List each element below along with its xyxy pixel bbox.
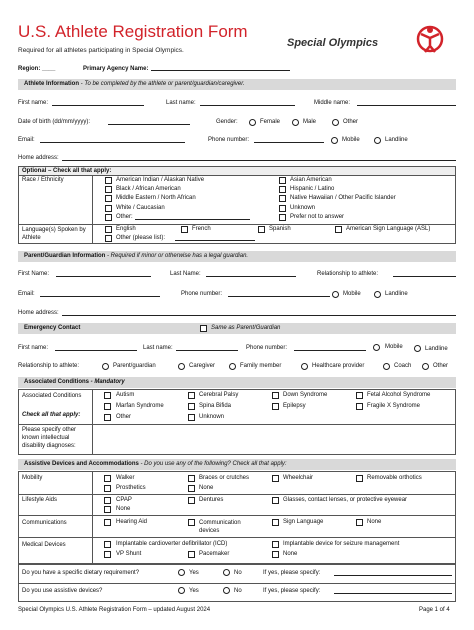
rel-radio[interactable] (229, 363, 236, 370)
device-checkbox[interactable] (104, 485, 111, 492)
emergency-first-label: First name: (18, 345, 49, 351)
emergency-phone-label: Phone number: (246, 345, 288, 351)
device-checkbox[interactable] (188, 497, 195, 504)
device-checkbox[interactable] (356, 519, 363, 526)
device-option: Sign Language (283, 519, 324, 525)
guardian-last-field[interactable] (206, 276, 296, 277)
device-checkbox[interactable] (188, 485, 195, 492)
device-option: Prosthetics (116, 485, 146, 491)
device-option: None (283, 551, 298, 557)
rel-radio[interactable] (301, 363, 308, 370)
device-option: Pacemaker (199, 551, 230, 557)
athlete-mobile-label: Mobile (342, 137, 360, 143)
condition-option: Marfan Syndrome (116, 403, 164, 409)
race-checkbox[interactable] (279, 177, 286, 184)
guardian-home-field[interactable] (62, 315, 456, 316)
race-option: Native Hawaiian / Other Pacific Islander (290, 195, 396, 201)
race-checkbox[interactable] (279, 214, 286, 221)
athlete-last-field[interactable] (200, 105, 295, 106)
device-option: Wheelchair (283, 475, 314, 481)
device-option: Braces or crutches (199, 475, 250, 481)
guardian-last-label: Last Name: (170, 271, 201, 277)
device-option: None (116, 506, 131, 512)
rel-option: Caregiver (189, 363, 216, 369)
condition-option: Autism (116, 392, 135, 398)
assist-no-label: No (234, 588, 242, 594)
optional-head-text: Optional – Check all that apply: (22, 168, 112, 174)
lang-option: Spanish (269, 226, 291, 232)
dob-field[interactable] (108, 124, 190, 125)
region-label: Region: ____ (18, 66, 56, 72)
devices-divider (92, 471, 93, 564)
athlete-home-label: Home address: (18, 155, 59, 161)
race-checkbox[interactable] (279, 186, 286, 193)
rel-radio[interactable] (383, 363, 390, 370)
conditions-specify-field[interactable] (93, 425, 455, 454)
guardian-rel-field[interactable] (393, 276, 456, 277)
condition-checkbox[interactable] (104, 392, 111, 399)
conditions-check-label: Check all that apply: (22, 412, 81, 418)
condition-checkbox[interactable] (188, 403, 195, 410)
race-checkbox[interactable] (105, 205, 112, 212)
guardian-landline-radio[interactable] (374, 291, 381, 298)
lang-checkbox[interactable] (258, 226, 265, 233)
agency-field[interactable] (151, 70, 290, 71)
devices-row-divider (18, 494, 456, 495)
diet-question: Do you have a specific dietary requirement? (22, 570, 140, 576)
communications-label: Communications (22, 520, 67, 526)
assist-yes-label: Yes (189, 588, 199, 594)
guardian-mobile-label: Mobile (343, 291, 361, 297)
lang-checkbox[interactable] (105, 235, 112, 242)
form-subtitle: Required for all athletes participating in Special Olympics. (18, 47, 184, 54)
gender-female-radio[interactable] (249, 119, 256, 126)
device-checkbox[interactable] (272, 497, 279, 504)
condition-checkbox[interactable] (272, 403, 279, 410)
condition-option: Cerebral Palsy (199, 392, 239, 398)
emergency-landline-label: Landline (425, 346, 448, 352)
device-checkbox[interactable] (104, 475, 111, 482)
race-checkbox[interactable] (279, 195, 286, 202)
rel-option: Parent/guardian (113, 363, 156, 369)
lang-option: English (116, 226, 136, 232)
conditions-section-header: Associated Conditions - Mandatory (18, 377, 456, 388)
device-checkbox[interactable] (104, 541, 111, 548)
device-checkbox[interactable] (272, 519, 279, 526)
condition-option: Fragile X Syndrome (367, 403, 421, 409)
guardian-first-label: First Name: (18, 271, 50, 277)
rel-option: Coach (394, 363, 412, 369)
condition-checkbox[interactable] (188, 414, 195, 421)
athlete-landline-label: Landline (385, 137, 408, 143)
condition-option: Unknown (199, 414, 225, 420)
rel-radio[interactable] (422, 363, 429, 370)
race-option: Asian American (290, 177, 332, 183)
gender-other-label: Other (343, 119, 359, 125)
race-option: Hispanic / Latino (290, 186, 335, 192)
lang-other-label: Other (please list): (116, 235, 166, 241)
page-number: Page 1 of 4 (419, 607, 450, 613)
athlete-middle-field[interactable] (357, 105, 456, 106)
race-checkbox[interactable] (105, 195, 112, 202)
race-option: American Indian / Alaskan Native (116, 177, 205, 183)
gender-label: Gender: (216, 119, 238, 125)
lang-checkbox[interactable] (105, 226, 112, 233)
same-as-guardian-checkbox[interactable] (200, 325, 207, 332)
rel-option: Healthcare provider (312, 363, 365, 369)
questions-divider (18, 583, 456, 584)
condition-checkbox[interactable] (188, 392, 195, 399)
guardian-first-field[interactable] (56, 276, 151, 277)
guardian-email-field[interactable] (40, 296, 160, 297)
device-option: Glasses, contact lenses, or protective eyewear (283, 497, 408, 503)
race-other-field[interactable] (135, 219, 250, 220)
guardian-email-label: Email: (18, 291, 35, 297)
condition-option: Spina Bifida (199, 403, 232, 409)
device-option: None (199, 485, 214, 491)
device-checkbox[interactable] (188, 551, 195, 558)
race-checkbox[interactable] (105, 186, 112, 193)
rel-radio[interactable] (178, 363, 185, 370)
same-as-guardian-label: Same as Parent/Guardian (211, 325, 281, 331)
race-option: Black / African American (116, 186, 181, 192)
logo-figure-icon (413, 24, 447, 54)
assist-specify-field[interactable] (334, 593, 452, 594)
gender-female-label: Female (260, 119, 281, 125)
emergency-last-label: Last name: (143, 345, 173, 351)
device-checkbox[interactable] (188, 519, 195, 526)
condition-option: Other (116, 414, 132, 420)
race-label: Race / Ethnicity (22, 177, 64, 183)
device-checkbox[interactable] (104, 497, 111, 504)
device-option: None (367, 519, 382, 525)
athlete-home-field[interactable] (62, 160, 456, 161)
athlete-section-header: Athlete Information - To be completed by the athlete or parent/guardian/caregiver. (18, 79, 456, 90)
guardian-rel-label: Relationship to athlete: (317, 271, 379, 277)
diet-yes-radio[interactable] (178, 569, 185, 576)
race-checkbox[interactable] (279, 205, 286, 212)
device-checkbox[interactable] (272, 541, 279, 548)
condition-checkbox[interactable] (356, 403, 363, 410)
devices-row-divider (18, 515, 456, 516)
device-option: CPAP (116, 497, 132, 503)
diet-yes-label: Yes (189, 570, 199, 576)
condition-option: Fetal Alcohol Syndrome (367, 392, 431, 398)
guardian-home-label: Home address: (18, 310, 59, 316)
device-option: Implantable device for seizure management (283, 541, 400, 547)
condition-checkbox[interactable] (272, 392, 279, 399)
lang-option: French (192, 226, 211, 232)
diet-specify-label: If yes, please specify: (263, 570, 321, 576)
optional-divider (92, 176, 93, 244)
dob-label: Date of birth (dd/mm/yyyy): (18, 119, 91, 125)
lang-other-field[interactable] (175, 240, 255, 241)
agency-label: Primary Agency Name: (83, 66, 149, 72)
device-option: Implantable cardioverter defibrillator (ICD) (116, 541, 228, 547)
device-option: VP Shunt (116, 551, 142, 557)
race-option: Prefer not to answer (290, 214, 345, 220)
athlete-phone-field[interactable] (254, 142, 324, 143)
emergency-last-field[interactable] (176, 350, 238, 351)
race-option: Other: (116, 214, 133, 220)
lang-checkbox[interactable] (181, 226, 188, 233)
devices-box (18, 471, 456, 564)
emergency-phone-field[interactable] (294, 350, 366, 351)
condition-checkbox[interactable] (104, 403, 111, 410)
athlete-phone-label: Phone number: (208, 137, 250, 143)
athlete-mobile-radio[interactable] (331, 137, 338, 144)
athlete-email-field[interactable] (40, 142, 185, 143)
rel-radio[interactable] (102, 363, 109, 370)
device-checkbox[interactable] (272, 475, 279, 482)
device-option: Dentures (199, 497, 224, 503)
diet-specify-field[interactable] (334, 575, 452, 576)
race-checkbox[interactable] (105, 177, 112, 184)
condition-checkbox[interactable] (104, 414, 111, 421)
device-option: Removable orthotics (367, 475, 422, 481)
device-checkbox[interactable] (272, 551, 279, 558)
race-option: Middle Eastern / North African (116, 195, 196, 201)
conditions-specify-label: Please specify other known intellectual disability diagnoses: (22, 427, 77, 449)
device-checkbox[interactable] (188, 475, 195, 482)
gender-male-label: Male (303, 119, 317, 125)
race-option: White / Caucasian (116, 205, 165, 211)
device-checkbox[interactable] (104, 506, 111, 513)
condition-checkbox[interactable] (356, 392, 363, 399)
gender-male-radio[interactable] (292, 119, 299, 126)
language-label: Language(s) Spoken by Athlete (22, 227, 86, 241)
emergency-mobile-label: Mobile (385, 344, 403, 350)
athlete-email-label: Email: (18, 137, 35, 143)
guardian-mobile-radio[interactable] (332, 291, 339, 298)
device-option: Hearing Aid (116, 519, 148, 525)
devices-section-header: Assistive Devices and Accommodations - Do you use any of the following? Check all that apply: (18, 459, 456, 470)
form-title: U.S. Athlete Registration Form (18, 22, 248, 41)
lifestyle-label: Lifestyle Aids (22, 497, 58, 503)
athlete-first-field[interactable] (52, 105, 144, 106)
optional-row-divider (18, 224, 456, 225)
athlete-middle-label: Middle name: (314, 100, 351, 106)
lang-checkbox[interactable] (335, 226, 342, 233)
guardian-landline-label: Landline (385, 291, 408, 297)
assist-specify-label: If yes, please specify: (263, 588, 321, 594)
emergency-mobile-radio[interactable] (373, 344, 380, 351)
device-checkbox[interactable] (104, 519, 111, 526)
medical-devices-label: Medical Devices (22, 542, 66, 548)
rel-option: Other (433, 363, 449, 369)
diet-no-label: No (234, 570, 242, 576)
assist-yes-radio[interactable] (178, 587, 185, 594)
emergency-rel-label: Relationship to athlete: (18, 363, 80, 369)
rel-option: Family member (240, 363, 282, 369)
conditions-label: Associated Conditions (22, 393, 82, 399)
emergency-first-field[interactable] (55, 350, 137, 351)
condition-option: Epilepsy (283, 403, 306, 409)
athlete-last-label: Last name: (166, 100, 196, 106)
device-checkbox[interactable] (104, 551, 111, 558)
emergency-section-header: Emergency Contact (18, 323, 456, 334)
mobility-label: Mobility (22, 475, 43, 481)
race-checkbox[interactable] (105, 214, 112, 221)
diet-no-radio[interactable] (223, 569, 230, 576)
condition-option: Down Syndrome (283, 392, 328, 398)
emergency-landline-radio[interactable] (414, 345, 421, 352)
athlete-first-label: First name: (18, 100, 49, 106)
gender-other-radio[interactable] (332, 119, 339, 126)
athlete-landline-radio[interactable] (374, 137, 381, 144)
devices-row-divider (18, 537, 456, 538)
guardian-phone-label: Phone number: (181, 291, 223, 297)
special-olympics-logo: Special Olympics (287, 34, 459, 54)
assist-question: Do you use assistive devices? (22, 588, 103, 594)
race-option: Unknown (290, 205, 316, 211)
assist-no-radio[interactable] (223, 587, 230, 594)
device-option: Communication devices (199, 520, 241, 534)
footer-left: Special Olympics U.S. Athlete Registration Form – updated August 2024 (18, 607, 211, 613)
guardian-phone-field[interactable] (228, 296, 330, 297)
lang-option: American Sign Language (ASL) (346, 226, 431, 232)
device-checkbox[interactable] (356, 475, 363, 482)
guardian-section-header: Parent/Guardian Information - Required if minor or otherwise has a legal guardian. (18, 251, 456, 262)
device-option: Walker (116, 475, 135, 481)
